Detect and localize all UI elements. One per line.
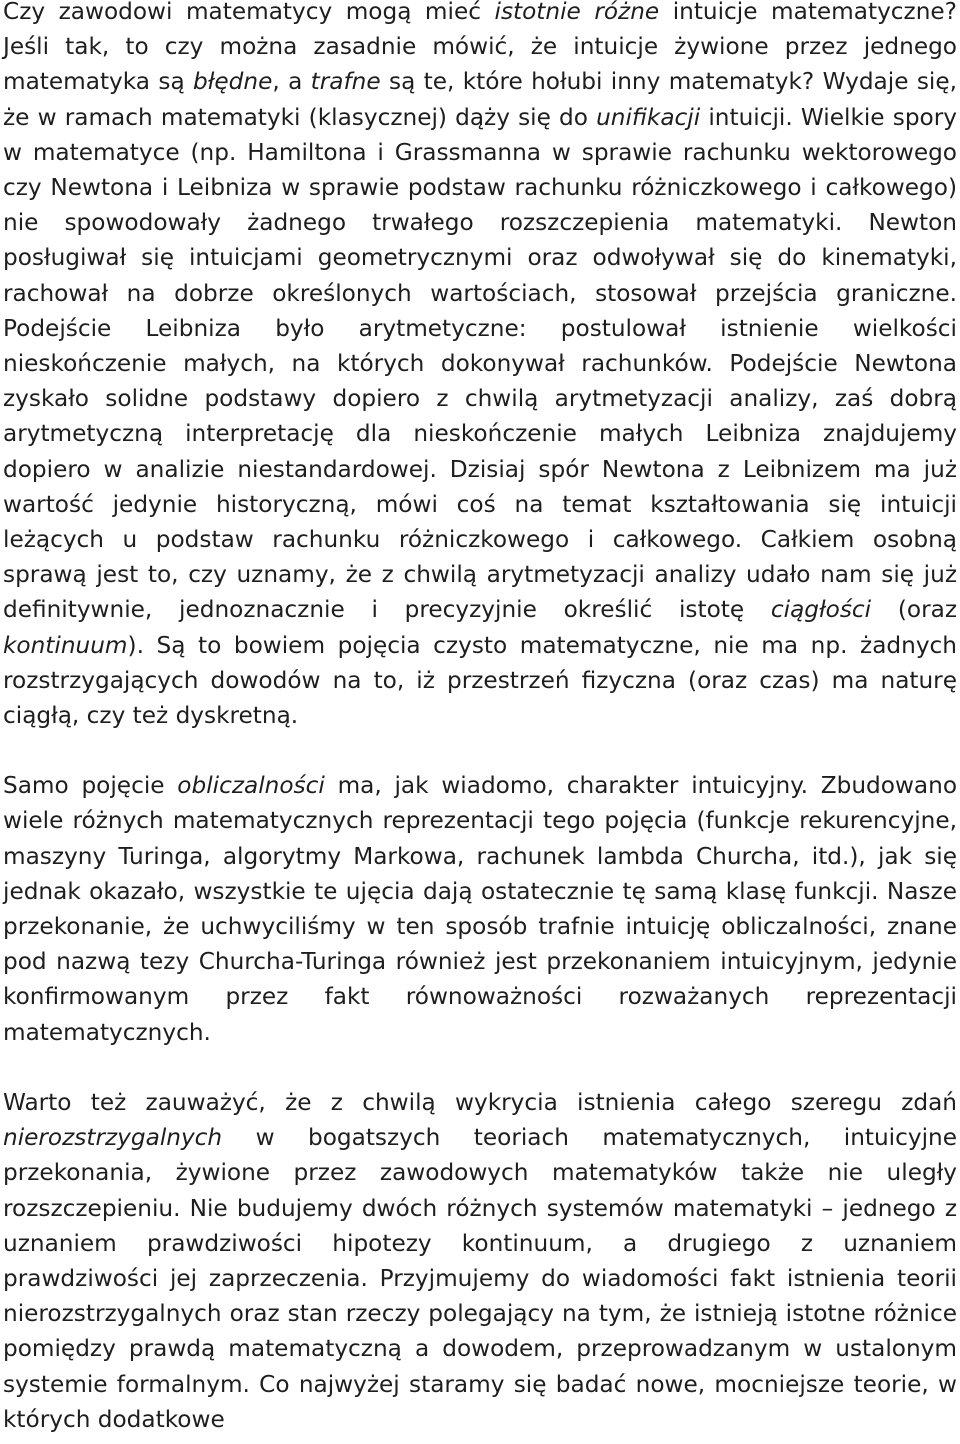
- text-run: intuicji. Wielkie spory w matematyce (np. Hamiltona i Grassmanna w sprawie rachunku wektorowego czy Newtona i Leibniza w sprawie podstaw rachunku różniczkowego i całkowego) nie spowodowały żadnego trwałego rozszczepienia matematyki. Newton posługiwał się intuicjami geometrycznymi oraz odwoływał się do kinematyki, rachował na dobrze określonych wartościach, stosował przejścia graniczne. Podejście Leibniza było arytmetyczne: postulował istnienie wielkości nieskończenie małych, na których dokonywał rachunków. Podejście Newtona zyskało solidne podstawy dopiero z chwilą arytmetyzacji analizy, zaś dobrą arytmetyczną interpretację dla nieskończenie małych Leibniza znajdujemy dopiero w analizie niestandardowej. Dzisiaj spór Newtona z Leibnizem ma już wartość jedynie historyczną, mówi coś na temat kształtowania się intuicji leżących u podstaw rachunku różniczkowego i całkowego. Całkiem osobną sprawą jest to, czy uznamy, że z chwilą arytmetyzacji analizy udało nam się już definitywnie, jednoznacznie i precyzyjnie określić istotę: [3, 103, 957, 624]
- emphasized-term: unifikacji: [596, 103, 701, 131]
- text-run: ). Są to bowiem pojęcia czysto matematyczne, nie ma np. żadnych rozstrzygających dowodów na to, iż przestrzeń fizyczna (oraz czas) ma naturę ciągłą, czy też dyskretną.: [3, 631, 957, 730]
- text-run: w bogatszych teoriach matematycznych, intuicyjne przekonania, żywione przez zawodowych matematyków także nie uległy rozszczepieniu. Nie budujemy dwóch różnych systemów matematyki – jednego z uznaniem prawdziwości hipotezy kontinuum, a drugiego z uznaniem prawdziwości jej zaprzeczenia. Przyjmujemy do wiadomości fakt istnienia teorii nierozstrzygalnych oraz stan rzeczy polegający na tym, że istnieją istotne różnice pomiędzy prawdą matematyczną a dowodem, przeprowadzanym w ustalonym systemie formalnym. Co najwyżej staramy się badać nowe, mocniejsze teorie, w których dodatkowe: [3, 1124, 957, 1433]
- text-run: , a: [272, 68, 311, 96]
- emphasized-term: trafne: [310, 68, 381, 96]
- emphasized-term: nierozstrzygalnych: [3, 1124, 223, 1152]
- text-run: Czy zawodowi matematycy mogą mieć: [3, 0, 495, 25]
- text-run: są te, które hołubi inny matematyk? Wydaje się, że w ramach matematyki (klasycznej) dąży się do: [3, 68, 957, 131]
- emphasized-term: błędne: [193, 68, 273, 96]
- paragraph-computability: [3, 768, 957, 1050]
- emphasized-term: kontinuum: [3, 631, 128, 659]
- text-run: Warto też zauważyć, że z chwilą wykrycia istnienia całego szeregu zdań: [3, 1088, 957, 1116]
- paragraph-undecidability: [3, 1085, 957, 1437]
- text-run: (oraz: [871, 596, 957, 624]
- text-run: intuicje matematyczne? Jeśli tak, to czy można zasadnie mówić, że intuicje żywione przez jednego matematyka są: [3, 0, 957, 96]
- text-run: Samo pojęcie: [3, 772, 178, 800]
- text-run: ma, jak wiadomo, charakter intuicyjny. Zbudowano wiele różnych matematycznych reprezentacji tego pojęcia (funkcje rekurencyjne, maszyny Turinga, algorytmy Markowa, rachunek lambda Churcha, itd.), jak się jednak okazało, wszystkie te ujęcia dają ostatecznie tę samą klasę funkcji. Nasze przekonanie, że uchwyciliśmy w ten sposób trafnie intuicję obliczalności, znane pod nazwą tezy Churcha-Turinga również jest przekonaniem intuicyjnym, jedynie konfirmowanym przez fakt równoważności rozważanych reprezentacji matematycznych.: [3, 772, 958, 1046]
- paragraph-intuitions: [3, 0, 957, 733]
- emphasized-term: istotnie różne: [494, 0, 660, 25]
- emphasized-term: obliczalności: [177, 772, 325, 800]
- emphasized-term: ciągłości: [770, 596, 872, 624]
